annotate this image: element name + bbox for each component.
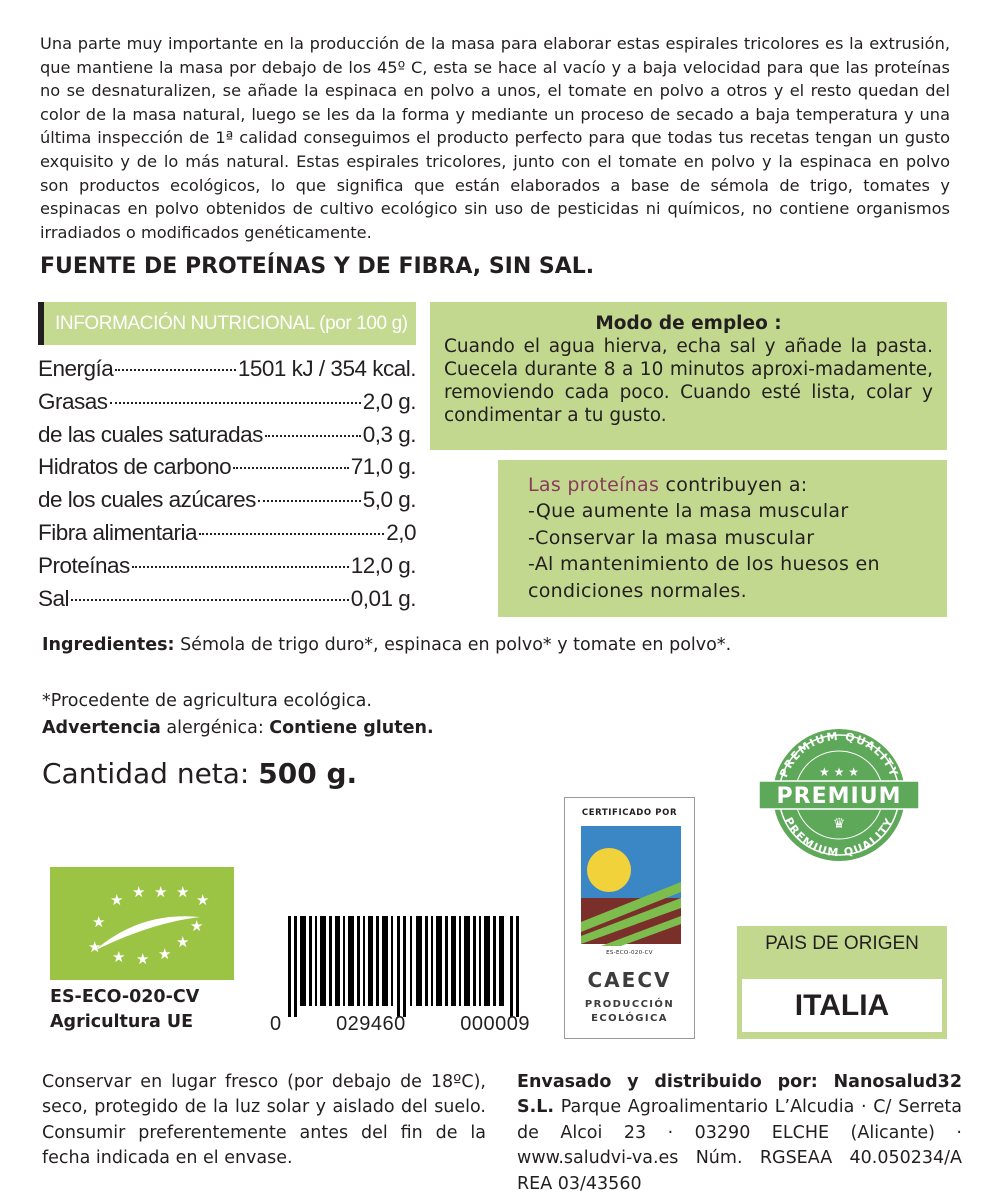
barcode-digit-group: 0 xyxy=(270,1013,282,1035)
nutrition-label: Hidratos de carbono xyxy=(38,454,232,480)
origin-value: ITALIA xyxy=(742,979,942,1032)
net-quantity-value: 500 g. xyxy=(258,757,358,790)
nutrition-value: 2,0 g. xyxy=(362,388,416,414)
ingredients-line xyxy=(42,635,731,655)
svg-text:★: ★ xyxy=(176,933,190,951)
packer-name: Envasado y distribuido por: Nanosalud32 S.L. xyxy=(517,1072,962,1118)
nutrition-label: Energía xyxy=(38,356,114,381)
caecv-subtitle xyxy=(565,998,694,1026)
premium-quality-seal xyxy=(756,727,922,863)
protein-claim-item: -Conservar la masa muscular xyxy=(528,526,815,549)
nutrition-row xyxy=(38,389,416,422)
svg-text:★: ★ xyxy=(110,891,124,909)
svg-text:★: ★ xyxy=(132,883,146,901)
seal-center-text: PREMIUM xyxy=(776,784,902,809)
caecv-top-text: CERTIFICADO POR xyxy=(581,808,678,818)
eu-logo-caption xyxy=(50,985,199,1035)
usage-text: Cuando el agua hierva, echa sal y añade la pasta. Cuecela durante 8 a 10 minutos aproxi-madamente, removiendo cada poco. Cuando esté lista, colar y condimentar a tu gusto. xyxy=(444,336,933,426)
dot-leader xyxy=(258,500,361,502)
nutrition-label: Fibra alimentaria xyxy=(38,519,198,545)
caecv-subtitle-line: ECOLÓGICA xyxy=(591,1013,668,1024)
allergen-warning xyxy=(42,715,434,742)
packer-info xyxy=(517,1070,962,1197)
nutrition-row xyxy=(38,454,416,487)
eu-organic-logo xyxy=(50,867,234,980)
allergen-warning-label: Advertencia xyxy=(42,718,161,738)
caecv-subtitle-line: PRODUCCIÓN xyxy=(584,999,675,1010)
caecv-certification-logo xyxy=(564,797,695,1039)
nutrition-value: 5,0 g. xyxy=(362,487,416,513)
nutrition-table xyxy=(38,356,416,618)
caecv-code: ES-ECO-020-CV xyxy=(606,950,653,956)
nutrition-label: Sal xyxy=(38,585,70,611)
organic-footnote: *Procedente de agricultura ecológica. xyxy=(42,691,372,711)
nutrition-row xyxy=(38,422,416,455)
protein-accent: Las proteínas xyxy=(528,474,660,496)
dot-leader xyxy=(71,599,349,601)
nutrition-label: Grasas xyxy=(38,388,108,414)
net-quantity-label: Cantidad neta: xyxy=(42,757,259,790)
packer-address: Parque Agroalimentario L’Alcudia · C/ Serreta de Alcoi 23 · 03290 ELCHE (Alicante) · www.saludvi-va.es Núm. RGSEAA 40.050234/A REA 03/43560 xyxy=(517,1097,962,1194)
usage-panel xyxy=(430,302,947,450)
nutrition-label: de los cuales azúcares xyxy=(38,487,256,513)
country-of-origin-panel xyxy=(737,926,947,1039)
caecv-emblem-icon xyxy=(581,826,681,946)
nutrition-row xyxy=(38,487,416,520)
crown-icon: ♛ xyxy=(832,816,846,832)
protein-claim-item: -Que aumente la masa muscular xyxy=(528,500,849,523)
seal-bottom-text: PREMIUM QUALITY xyxy=(781,815,897,860)
svg-text:★: ★ xyxy=(196,891,210,909)
barcode-number xyxy=(270,1013,530,1036)
dot-leader xyxy=(132,566,349,568)
protein-intro-text: contribuyen a: xyxy=(659,474,808,496)
organic-note xyxy=(42,688,434,742)
dot-leader xyxy=(265,435,361,437)
protein-claims-intro xyxy=(528,472,947,498)
eu-logo-code: ES-ECO-020-CV xyxy=(50,987,200,1007)
usage-title: Modo de empleo : xyxy=(595,313,782,334)
protein-claims-panel xyxy=(498,460,947,617)
svg-text:★: ★ xyxy=(176,883,190,901)
allergen-warning-value: Contiene gluten. xyxy=(269,718,434,738)
dot-leader xyxy=(115,369,236,371)
barcode-digit-group: 000009 xyxy=(460,1013,530,1035)
nutrition-value: 0,01 g. xyxy=(350,585,416,611)
eu-logo-label: Agricultura UE xyxy=(50,1012,194,1032)
svg-text:★: ★ xyxy=(154,883,168,901)
allergen-warning-mid: alergénica: xyxy=(160,718,270,738)
dot-leader xyxy=(199,533,384,535)
barcode-icon xyxy=(288,916,522,1017)
svg-text:★: ★ xyxy=(158,945,172,963)
nutrition-value: 12,0 g. xyxy=(350,552,416,578)
nutrition-row xyxy=(38,356,416,389)
protein-claim-item: -Al mantenimiento de los huesos en condiciones normales. xyxy=(528,553,880,602)
nutrition-value: 71,0 g. xyxy=(350,454,416,480)
svg-text:★: ★ xyxy=(136,950,150,968)
nutrition-value: 0,3 g. xyxy=(362,421,416,447)
dot-leader xyxy=(110,402,361,404)
nutrition-label: de las cuales saturadas xyxy=(38,421,263,447)
svg-text:★: ★ xyxy=(92,913,106,931)
nutrition-row xyxy=(38,553,416,586)
svg-text:★: ★ xyxy=(190,917,204,935)
star-icon: ★ ★ ★ xyxy=(819,765,859,779)
barcode-digit-group: 029460 xyxy=(336,1013,406,1035)
nutrition-value: 2,0 xyxy=(386,519,416,545)
dot-leader xyxy=(233,467,349,469)
intro-paragraph: Una parte muy importante en la producción de la masa para elaborar estas espirales tricolores es la extrusión, que mantiene la masa por debajo de los 45º C, esta se hace al vacío y a baja velocidad para que las proteínas no se desnaturalizen, se añade la espinaca en polvo a unos, el tomate en polvo a otros y el resto quedan del color de la masa natural, luego se les da la forma y mediante un proceso de secado a baja temperatura y una última inspección de 1ª calidad conseguimos el producto perfecto para que todas tus recetas tengan un gusto exquisito y de lo más natural. Estas espirales tricolores, junto con el tomate en polvo y la espinaca en polvo son productos ecológicos, lo que significa que están elaborados a base de sémola de trigo, tomates y espinacas en polvo obtenidos de cultivo ecológico sin uso de pesticidas ni químicos, no contiene organismos irradiados o modificados genéticamente. xyxy=(40,34,950,242)
storage-instructions: Conservar en lugar fresco (por debajo de 18ºC), seco, protegido de la luz solar y aislado del suelo. Consumir preferentemente antes del fin de la fecha indicada en el envase. xyxy=(42,1072,486,1169)
nutrition-value: 1501 kJ / 354 kcal. xyxy=(237,356,416,381)
nutrition-header: INFORMACIÓN NUTRICIONAL (por 100 g) xyxy=(38,302,416,345)
svg-text:★: ★ xyxy=(88,938,102,956)
headline: FUENTE DE PROTEÍNAS Y DE FIBRA, SIN SAL. xyxy=(40,254,595,279)
eu-leaf-icon xyxy=(50,867,234,980)
svg-text:★: ★ xyxy=(112,948,126,966)
origin-label: PAIS DE ORIGEN xyxy=(765,933,919,954)
net-quantity xyxy=(42,757,357,790)
nutrition-row xyxy=(38,520,416,553)
ingredients-text: Sémola de trigo duro*, espinaca en polvo* y tomate en polvo*. xyxy=(174,635,732,655)
seal-top-text: PREMIUM QUALITY xyxy=(777,729,901,780)
caecv-name: CAECV xyxy=(587,968,672,992)
nutrition-row xyxy=(38,586,416,619)
nutrition-label: Proteínas xyxy=(38,552,130,578)
ingredients-label: Ingredientes: xyxy=(42,635,175,655)
